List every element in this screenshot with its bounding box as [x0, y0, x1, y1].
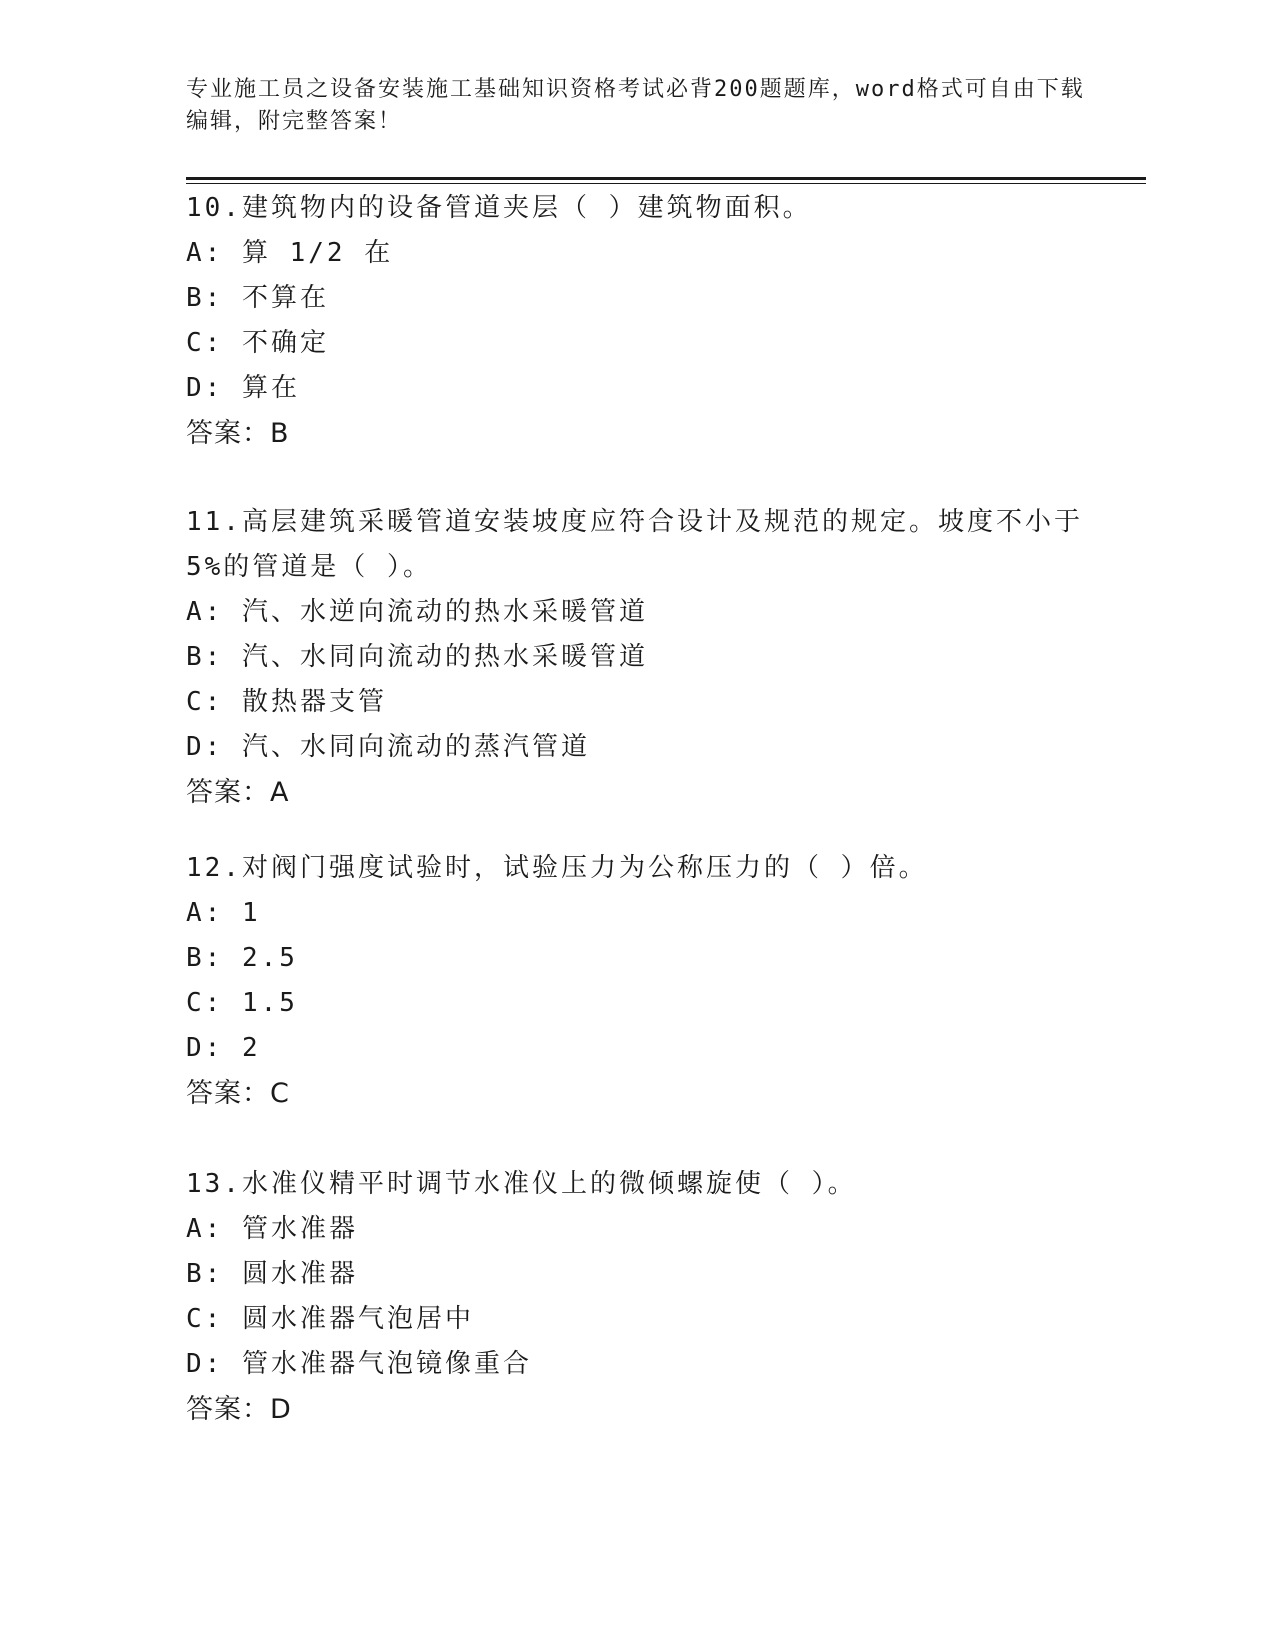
question-13 — [186, 1162, 1086, 1432]
answer: 答案：D — [186, 1394, 292, 1425]
question-12 — [186, 846, 1086, 1116]
answer: 答案：A — [186, 777, 290, 808]
document-intro: 专业施工员之设备安装施工基础知识资格考试必背200题题库，word格式可自由下载编辑，附完整答案！ — [186, 77, 1085, 134]
option-a: A: 算 1/2 在 — [186, 238, 394, 268]
option-a: A: 汽、水逆向流动的热水采暖管道 — [186, 597, 648, 627]
option-b: B: 圆水准器 — [186, 1259, 358, 1289]
question-stem: 13.水准仪精平时调节水准仪上的微倾螺旋使（ ）。 — [186, 1169, 857, 1199]
question-stem: 12.对阀门强度试验时，试验压力为公称压力的（ ）倍。 — [186, 853, 928, 883]
option-d: D: 管水准器气泡镜像重合 — [186, 1349, 532, 1379]
option-c: C: 1.5 — [186, 988, 298, 1018]
answer: 答案：B — [186, 418, 290, 449]
option-c: C: 不确定 — [186, 328, 329, 358]
option-a: A: 管水准器 — [186, 1214, 358, 1244]
option-b: B: 不算在 — [186, 283, 329, 313]
answer: 答案：C — [186, 1078, 290, 1109]
header-divider-thick — [186, 177, 1146, 180]
option-b: B: 2.5 — [186, 943, 298, 973]
question-stem: 10.建筑物内的设备管道夹层（ ）建筑物面积。 — [186, 193, 812, 223]
question-11 — [186, 500, 1086, 815]
option-b: B: 汽、水同向流动的热水采暖管道 — [186, 642, 648, 672]
option-d: D: 算在 — [186, 373, 300, 403]
header-divider-thin — [186, 183, 1146, 184]
question-stem: 11.高层建筑采暖管道安装坡度应符合设计及规范的规定。坡度不小于5%的管道是（ ）。 — [186, 507, 1083, 582]
option-d: D: 汽、水同向流动的蒸汽管道 — [186, 732, 590, 762]
option-a: A: 1 — [186, 898, 261, 928]
option-c: C: 散热器支管 — [186, 687, 387, 717]
option-c: C: 圆水准器气泡居中 — [186, 1304, 474, 1334]
question-10 — [186, 186, 1086, 456]
option-d: D: 2 — [186, 1033, 261, 1063]
